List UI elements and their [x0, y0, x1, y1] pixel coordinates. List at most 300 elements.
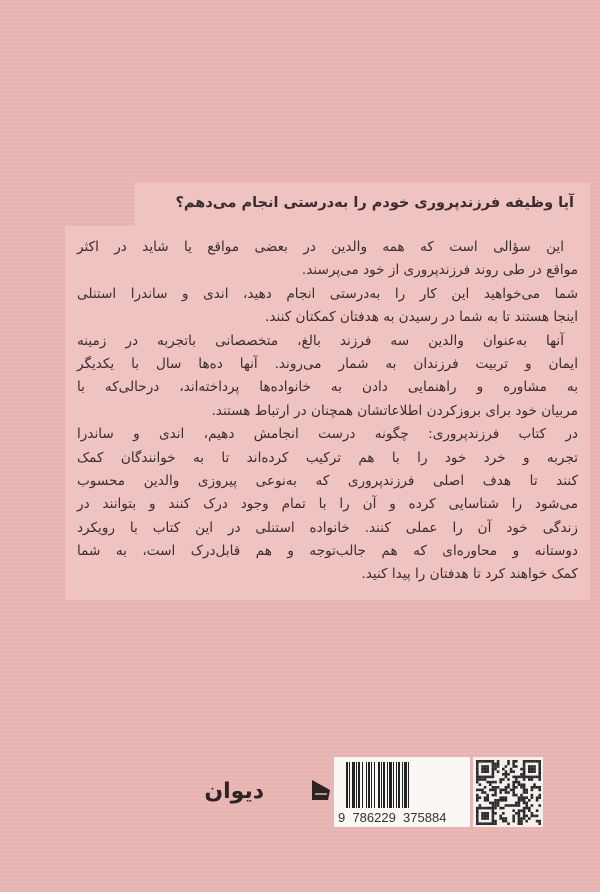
- qr-module: [502, 773, 505, 776]
- qr-module: [492, 760, 495, 763]
- qr-module: [528, 765, 531, 768]
- qr-module: [494, 794, 497, 797]
- qr-module: [536, 820, 539, 823]
- qr-module: [484, 807, 487, 810]
- qr-module: [510, 804, 513, 807]
- qr-module: [494, 765, 497, 768]
- qr-module: [489, 822, 492, 825]
- qr-module: [531, 786, 534, 789]
- qr-module: [523, 773, 526, 776]
- qr-module: [476, 812, 479, 815]
- qr-module: [502, 820, 505, 823]
- qr-module: [512, 786, 515, 789]
- qr-module: [507, 804, 510, 807]
- qr-module: [502, 817, 505, 820]
- qr-module: [523, 770, 526, 773]
- qr-module: [484, 817, 487, 820]
- qr-module: [520, 820, 523, 823]
- qr-module: [481, 778, 484, 781]
- qr-module: [518, 812, 521, 815]
- qr-module: [481, 789, 484, 792]
- qr-module: [507, 783, 510, 786]
- qr-module: [533, 760, 536, 763]
- blurb-line: تجربه و خرد خود را با هم ترکیب کرده‌اند تا به خوانندگان کمک: [77, 449, 578, 466]
- qr-module: [494, 820, 497, 823]
- qr-module: [515, 778, 518, 781]
- qr-module: [520, 768, 523, 771]
- qr-module: [486, 815, 489, 818]
- qr-module: [476, 817, 479, 820]
- barcode-bar: [409, 762, 411, 808]
- qr-module: [492, 807, 495, 810]
- qr-module: [484, 786, 487, 789]
- qr-module: [518, 783, 521, 786]
- qr-module: [492, 789, 495, 792]
- qr-module: [512, 770, 515, 773]
- qr-module: [538, 765, 541, 768]
- qr-module: [479, 789, 482, 792]
- qr-module: [520, 776, 523, 779]
- qr-module: [525, 804, 528, 807]
- qr-module: [538, 778, 541, 781]
- qr-module: [533, 776, 536, 779]
- qr-module: [512, 763, 515, 766]
- qr-module: [479, 783, 482, 786]
- qr-module: [479, 778, 482, 781]
- qr-module: [492, 802, 495, 805]
- title-panel: [135, 183, 590, 227]
- qr-module: [531, 812, 534, 815]
- qr-module: [520, 809, 523, 812]
- qr-module: [492, 794, 495, 797]
- qr-module: [489, 760, 492, 763]
- qr-module: [518, 809, 521, 812]
- qr-module: [494, 807, 497, 810]
- qr-module: [492, 773, 495, 776]
- qr-module: [518, 822, 521, 825]
- qr-module: [536, 786, 539, 789]
- qr-module: [520, 822, 523, 825]
- qr-module: [497, 770, 500, 773]
- qr-module: [476, 768, 479, 771]
- qr-module: [533, 786, 536, 789]
- qr-module: [502, 789, 505, 792]
- qr-module: [533, 770, 536, 773]
- qr-module: [523, 778, 526, 781]
- qr-module: [492, 809, 495, 812]
- qr-module: [520, 796, 523, 799]
- qr-module: [476, 799, 479, 802]
- qr-module: [523, 809, 526, 812]
- qr-module: [523, 812, 526, 815]
- qr-module: [486, 817, 489, 820]
- qr-module: [512, 765, 515, 768]
- qr-module: [476, 765, 479, 768]
- qr-module: [523, 815, 526, 818]
- qr-module: [538, 822, 541, 825]
- qr-module: [499, 807, 502, 810]
- qr-module: [505, 820, 508, 823]
- qr-module: [505, 804, 508, 807]
- qr-module: [536, 760, 539, 763]
- qr-module: [523, 796, 526, 799]
- qr-module: [505, 776, 508, 779]
- qr-module: [523, 786, 526, 789]
- qr-module: [523, 789, 526, 792]
- qr-module: [512, 815, 515, 818]
- qr-module: [476, 822, 479, 825]
- qr-module: [538, 773, 541, 776]
- qr-module: [510, 789, 513, 792]
- qr-module: [489, 776, 492, 779]
- qr-module: [512, 804, 515, 807]
- qr-module: [525, 815, 528, 818]
- qr-module: [507, 791, 510, 794]
- qr-module: [494, 804, 497, 807]
- qr-module: [520, 783, 523, 786]
- qr-module: [484, 760, 487, 763]
- qr-module: [515, 812, 518, 815]
- qr-module: [484, 815, 487, 818]
- qr-module: [507, 760, 510, 763]
- qr-module: [507, 763, 510, 766]
- back-cover-title: آیا وظیفه فرزندپروری خودم را به‌درستی انجام می‌دهم؟: [175, 195, 574, 211]
- qr-module: [523, 791, 526, 794]
- qr-module: [525, 820, 528, 823]
- qr-module: [523, 760, 526, 763]
- qr-module: [531, 794, 534, 797]
- qr-module: [538, 786, 541, 789]
- qr-module: [502, 768, 505, 771]
- qr-module: [484, 822, 487, 825]
- blurb-line: این سؤالی است که همه والدین در بعضی مواقع یا شاید در اکثر: [77, 239, 564, 255]
- qr-module: [512, 809, 515, 812]
- qr-module: [528, 776, 531, 779]
- qr-module: [481, 776, 484, 779]
- qr-module: [476, 770, 479, 773]
- qr-module: [523, 799, 526, 802]
- qr-module: [538, 796, 541, 799]
- qr-module: [481, 760, 484, 763]
- qr-module: [481, 817, 484, 820]
- qr-module: [492, 820, 495, 823]
- qr-module: [528, 768, 531, 771]
- qr-module: [476, 796, 479, 799]
- qr-module: [486, 765, 489, 768]
- qr-module: [528, 799, 531, 802]
- qr-module: [510, 770, 513, 773]
- blurb-line: در کتاب فرزندپروری: چگونه درست انجامش دهیم، اندی و ساندرا: [77, 426, 578, 443]
- qr-module: [492, 768, 495, 771]
- qr-module: [531, 789, 534, 792]
- qr-module: [476, 778, 479, 781]
- qr-module: [531, 776, 534, 779]
- qr-module: [492, 815, 495, 818]
- qr-module: [538, 770, 541, 773]
- qr-module: [523, 817, 526, 820]
- qr-module: [520, 786, 523, 789]
- qr-module: [515, 804, 518, 807]
- qr-module: [479, 776, 482, 779]
- qr-module: [525, 760, 528, 763]
- qr-module: [507, 822, 510, 825]
- qr-module: [502, 796, 505, 799]
- qr-module: [531, 768, 534, 771]
- qr-module: [481, 791, 484, 794]
- qr-module: [533, 783, 536, 786]
- qr-module: [505, 799, 508, 802]
- qr-module: [492, 804, 495, 807]
- blurb-line: ایمان و تربیت فرزندان به شمار می‌روند. آنها ده‌ها سال با یکدیگر: [77, 355, 578, 372]
- qr-module: [486, 768, 489, 771]
- qr-module: [476, 789, 479, 792]
- qr-module: [494, 812, 497, 815]
- blurb-panel: [65, 226, 590, 600]
- barcode-bars: [346, 762, 462, 808]
- qr-module: [515, 786, 518, 789]
- qr-module: [536, 776, 539, 779]
- qr-module: [502, 807, 505, 810]
- qr-module: [507, 786, 510, 789]
- qr-module: [486, 794, 489, 797]
- qr-module: [489, 789, 492, 792]
- qr-module: [492, 817, 495, 820]
- blurb-line: دوستانه و محاوره‌ای که هم جالب‌توجه و هم قابل‌درک است، به شما: [77, 543, 578, 560]
- blurb-line: کنند تا هدف اصلی فرزندپروری که به‌نوعی پیروزی والدین محسوب: [77, 472, 578, 489]
- qr-module: [505, 770, 508, 773]
- qr-module: [499, 778, 502, 781]
- blurb-line: مواقع در طی روند فرزندپروری از خود می‌پرسند.: [301, 262, 578, 279]
- qr-module: [476, 773, 479, 776]
- qr-module: [494, 822, 497, 825]
- blurb-line: شما می‌خواهید این کار را به‌درستی انجام دهید، اندی و ساندرا استنلی: [77, 285, 578, 302]
- qr-module: [528, 760, 531, 763]
- qr-module: [538, 794, 541, 797]
- qr-module: [486, 770, 489, 773]
- qr-module: [523, 776, 526, 779]
- qr-module: [484, 765, 487, 768]
- qr-module: [484, 778, 487, 781]
- qr-module: [528, 809, 531, 812]
- qr-module: [484, 796, 487, 799]
- qr-module: [484, 776, 487, 779]
- qr-module: [479, 804, 482, 807]
- qr-module: [518, 817, 521, 820]
- qr-module: [538, 763, 541, 766]
- qr-module: [515, 794, 518, 797]
- qr-module: [492, 812, 495, 815]
- qr-module: [538, 804, 541, 807]
- qr-module: [499, 815, 502, 818]
- qr-module: [486, 796, 489, 799]
- qr-module: [512, 760, 515, 763]
- qr-module: [523, 807, 526, 810]
- qr-module: [518, 781, 521, 784]
- qr-module: [494, 802, 497, 805]
- blurb-line: مربیان خود برای بروزکردن اطلاعاتشان همچنان در ارتباط هستند.: [211, 402, 578, 419]
- qr-module: [528, 778, 531, 781]
- qr-module: [538, 760, 541, 763]
- blurb-line: زندگی خود آن را عملی کنند. خانواده استنلی در این کتاب با رویکرد: [77, 519, 578, 536]
- blurb-line: می‌شود را شناسایی کرده و آن را با تمام وجود درک کنند و بتوانند در: [77, 496, 578, 513]
- qr-module: [520, 799, 523, 802]
- qr-module: [486, 781, 489, 784]
- qr-module: [525, 796, 528, 799]
- qr-module: [536, 796, 539, 799]
- qr-module: [494, 791, 497, 794]
- qr-module: [531, 770, 534, 773]
- qr-module: [502, 799, 505, 802]
- qr-module: [494, 799, 497, 802]
- blurb-line: آنها به‌عنوان والدین سه فرزند بالغ، متخصصانی باتجربه در زمینه: [77, 332, 564, 349]
- qr-module: [499, 791, 502, 794]
- qr-module: [505, 791, 508, 794]
- qr-module: [486, 812, 489, 815]
- qr-module: [515, 760, 518, 763]
- qr-module: [479, 796, 482, 799]
- qr-module: [505, 796, 508, 799]
- qr-module: [497, 804, 500, 807]
- qr-module: [528, 807, 531, 810]
- qr-module: [497, 760, 500, 763]
- qr-module: [523, 802, 526, 805]
- blurb-line: کمک خواهند کرد تا هدفتان را پیدا کنید.: [361, 566, 578, 583]
- qr-module: [476, 763, 479, 766]
- qr-module: [520, 794, 523, 797]
- svg-text:دیوان: دیوان: [204, 779, 264, 804]
- qr-module: [518, 802, 521, 805]
- qr-module: [476, 760, 479, 763]
- qr-module: [536, 799, 539, 802]
- isbn-number: 9 786229 375884: [338, 810, 447, 825]
- qr-module: [518, 796, 521, 799]
- qr-module: [531, 815, 534, 818]
- qr-module: [505, 789, 508, 792]
- qr-module: [505, 817, 508, 820]
- qr-module: [486, 799, 489, 802]
- qr-module: [505, 773, 508, 776]
- qr-module: [497, 765, 500, 768]
- qr-module: [512, 781, 515, 784]
- qr-module: [479, 822, 482, 825]
- qr-module: [512, 791, 515, 794]
- qr-module: [523, 783, 526, 786]
- qr-module: [502, 778, 505, 781]
- qr-module: [489, 783, 492, 786]
- qr-module: [497, 786, 500, 789]
- qr-module: [499, 817, 502, 820]
- qr-module: [512, 794, 515, 797]
- qr-module: [512, 820, 515, 823]
- qr-module: [492, 770, 495, 773]
- qr-module: [499, 781, 502, 784]
- qr-module: [476, 794, 479, 797]
- qr-module: [497, 802, 500, 805]
- qr-module: [476, 809, 479, 812]
- qr-module: [518, 799, 521, 802]
- qr-module: [494, 786, 497, 789]
- qr-module: [533, 765, 536, 768]
- qr-module: [492, 763, 495, 766]
- qr-module: [515, 776, 518, 779]
- qr-module: [476, 820, 479, 823]
- qr-module: [494, 781, 497, 784]
- qr-module: [515, 781, 518, 784]
- qr-module: [518, 820, 521, 823]
- blurb-line: اینجا هستند تا به شما در رسیدن به هدفتان کمکتان کنند.: [265, 309, 578, 326]
- qr-module: [512, 789, 515, 792]
- blurb-text: [77, 236, 578, 587]
- qr-module: [476, 776, 479, 779]
- qr-module: [492, 776, 495, 779]
- qr-module: [486, 776, 489, 779]
- qr-module: [528, 770, 531, 773]
- qr-module: [512, 817, 515, 820]
- qr-module: [518, 804, 521, 807]
- qr-module: [481, 812, 484, 815]
- qr-module: [497, 799, 500, 802]
- qr-code: [473, 757, 543, 827]
- qr-module: [502, 812, 505, 815]
- qr-module: [497, 763, 500, 766]
- qr-module: [520, 817, 523, 820]
- qr-module: [505, 765, 508, 768]
- qr-module: [489, 781, 492, 784]
- qr-module: [492, 786, 495, 789]
- qr-module: [525, 802, 528, 805]
- qr-module: [507, 778, 510, 781]
- qr-module: [538, 768, 541, 771]
- qr-module: [512, 776, 515, 779]
- qr-module: [486, 807, 489, 810]
- qr-module: [538, 789, 541, 792]
- blurb-line: به مشاوره و راهنمایی دادن به خانواده‌ها پرداخته‌اند، درحالی‌که با: [77, 379, 578, 396]
- qr-module: [515, 765, 518, 768]
- qr-module: [499, 799, 502, 802]
- qr-module: [479, 760, 482, 763]
- qr-module: [494, 763, 497, 766]
- qr-module: [538, 776, 541, 779]
- qr-module: [481, 770, 484, 773]
- qr-module: [492, 822, 495, 825]
- qr-module: [523, 763, 526, 766]
- qr-module: [484, 812, 487, 815]
- qr-module: [525, 807, 528, 810]
- qr-module: [481, 807, 484, 810]
- qr-module: [484, 770, 487, 773]
- qr-module: [531, 804, 534, 807]
- qr-module: [486, 760, 489, 763]
- qr-module: [531, 765, 534, 768]
- qr-module: [476, 781, 479, 784]
- qr-module: [525, 789, 528, 792]
- qr-module: [499, 789, 502, 792]
- qr-module: [531, 778, 534, 781]
- qr-module: [507, 773, 510, 776]
- publisher-logo: [204, 772, 332, 806]
- qr-module: [536, 815, 539, 818]
- qr-module: [486, 822, 489, 825]
- isbn-barcode: [334, 757, 470, 827]
- qr-module: [520, 773, 523, 776]
- qr-module: [494, 768, 497, 771]
- qr-module: [489, 802, 492, 805]
- qr-module: [489, 807, 492, 810]
- qr-module: [531, 760, 534, 763]
- qr-module: [505, 786, 508, 789]
- qr-module: [481, 768, 484, 771]
- qr-module: [484, 791, 487, 794]
